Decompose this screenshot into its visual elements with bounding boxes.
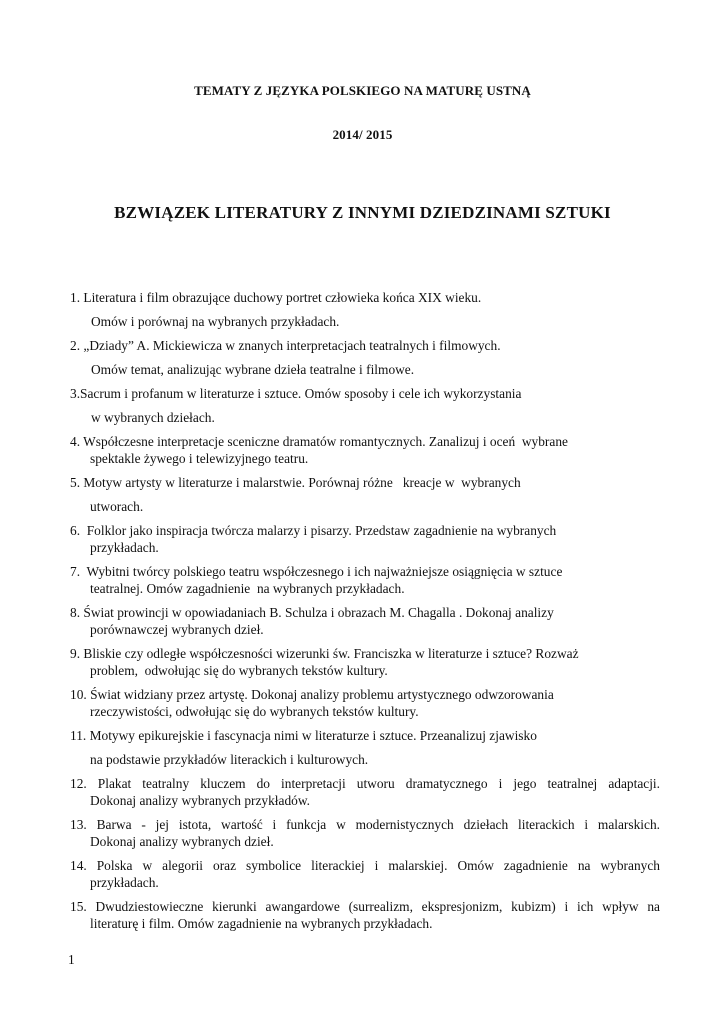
topic-list [70, 289, 660, 939]
topic-item [70, 727, 660, 768]
topic-item [70, 289, 660, 330]
topic-item [70, 337, 660, 378]
topic-item [70, 775, 660, 809]
topic-continuation: utworach. [90, 499, 144, 514]
topic-text: 11. Motywy epikurejskie i fascynacja nimi w literaturze i sztuce. Przeanalizuj zjawisko [70, 728, 537, 743]
document-title: TEMATY Z JĘZYKA POLSKIEGO NA MATURĘ USTNĄ [194, 83, 531, 98]
school-year: 2014/ 2015 [332, 127, 393, 142]
topic-continuation: Dokonaj analizy wybranych dzieł. [90, 834, 274, 849]
topic-continuation: teatralnej. Omów zagadnienie na wybranych przykładach. [90, 581, 405, 596]
topic-continuation: literaturę i film. Omów zagadnienie na wybranych przykładach. [90, 916, 433, 931]
topic-text: 3.Sacrum i profanum w literaturze i sztuce. Omów sposoby i cele ich wykorzystania [70, 386, 522, 401]
topic-text: 6. Folklor jako inspiracja twórcza malarzy i pisarzy. Przedstaw zagadnienie na wybranych [70, 523, 557, 538]
section-heading: BZWIĄZEK LITERATURY Z INNYMI DZIEDZINAMI SZTUKI [114, 203, 611, 222]
topic-text: 8. Świat prowincji w opowiadaniach B. Schulza i obrazach M. Chagalla . Dokonaj analizy [70, 605, 554, 620]
topic-text: 2. „Dziady” A. Mickiewicza w znanych interpretacjach teatralnych i filmowych. [70, 338, 501, 353]
topic-item [70, 857, 660, 891]
topic-item [70, 433, 660, 467]
topic-item [70, 816, 660, 850]
topic-continuation: w wybranych dziełach. [91, 410, 215, 425]
topic-continuation: na podstawie przykładów literackich i kulturowych. [90, 752, 369, 767]
topic-continuation: spektakle żywego i telewizyjnego teatru. [90, 451, 309, 466]
topic-continuation: Omów i porównaj na wybranych przykładach. [91, 314, 340, 329]
topic-text: 14. Polska w alegorii oraz symbolice literackiej i malarskiej. Omów zagadnienie na wybranych [70, 858, 660, 873]
topic-text: 7. Wybitni twórcy polskiego teatru współczesnego i ich najważniejsze osiągnięcia w sztuce [70, 564, 563, 579]
topic-text: 9. Bliskie czy odległe współczesności wizerunki św. Franciszka w literaturze i sztuce? Rozważ [70, 646, 579, 661]
topic-item [70, 898, 660, 932]
topic-item [70, 604, 660, 638]
page-number: 1 [68, 952, 75, 967]
topic-item [70, 686, 660, 720]
topic-item [70, 645, 660, 679]
topic-text: 4. Współczesne interpretacje sceniczne dramatów romantycznych. Zanalizuj i oceń wybrane [70, 434, 568, 449]
topic-text: 1. Literatura i film obrazujące duchowy portret człowieka końca XIX wieku. [70, 290, 482, 305]
topic-text: 12. Plakat teatralny kluczem do interpretacji utworu dramatycznego i jego teatralnej adaptacji. [70, 776, 660, 791]
topic-item [70, 563, 660, 597]
topic-continuation: rzeczywistości, odwołując się do wybranych tekstów kultury. [90, 704, 419, 719]
topic-text: 15. Dwudziestowieczne kierunki awangardowe (surrealizm, ekspresjonizm, kubizm) i ich wpływ na [70, 899, 660, 914]
topic-continuation: przykładach. [90, 875, 159, 890]
topic-item [70, 385, 660, 426]
topic-text: 5. Motyw artysty w literaturze i malarstwie. Porównaj różne kreacje w wybranych [70, 475, 521, 490]
topic-continuation: przykładach. [90, 540, 159, 555]
topic-continuation: problem, odwołując się do wybranych tekstów kultury. [90, 663, 388, 678]
topic-text: 13. Barwa - jej istota, wartość i funkcja w modernistycznych dziełach literackich i malarskich. [70, 817, 660, 832]
topic-item [70, 474, 660, 515]
topic-continuation: Dokonaj analizy wybranych przykładów. [90, 793, 311, 808]
topic-item [70, 522, 660, 556]
topic-text: 10. Świat widziany przez artystę. Dokonaj analizy problemu artystycznego odwzorowania [70, 687, 554, 702]
topic-continuation: porównawczej wybranych dzieł. [90, 622, 264, 637]
topic-continuation: Omów temat, analizując wybrane dzieła teatralne i filmowe. [91, 362, 415, 377]
